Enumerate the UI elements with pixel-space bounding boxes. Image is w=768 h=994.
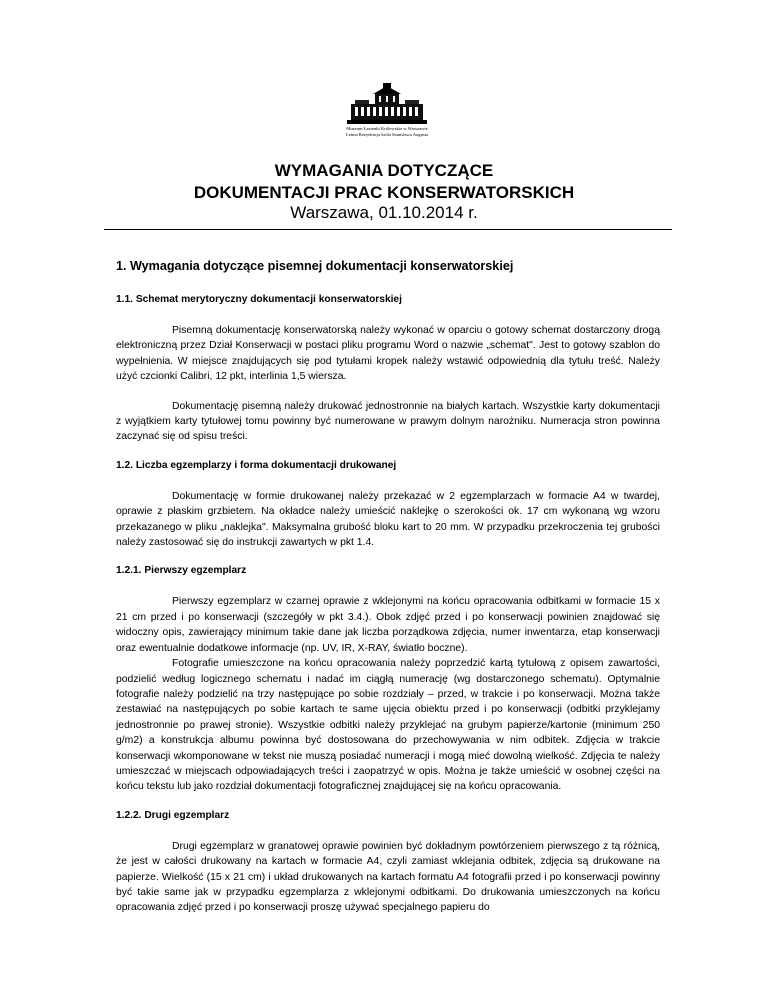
paragraph: Pierwszy egzemplarz w czarnej oprawie z wklejonymi na końcu opracowania odbitkami w formacie 15 x 21 cm przed i po konserwacji (szczegóły w pkt 3.4.). Obok zdjęć przed i po konserwacji powinien znajdować się widoczny opis, zawierający minimum takie dane jak liczba porządkowa zdjęcia, numer inwentarza, etap konserwacji oraz ewentualnie dodatkowe informacje (np. UV, IR, X-RAY, światło boczne). <box>116 596 660 654</box>
document-title-line2: DOKUMENTACJI PRAC KONSERWATORSKICH <box>193 183 575 202</box>
paragraph: Dokumentację w formie drukowanej należy przekazać w 2 egzemplarzach w formacie A4 w twardej, oprawie z płaskim grzbietem. Na okładce należy umieścić naklejkę o szerokości ok. 17 cm wykonaną wg wzoru przekazanego w pliku „naklejka". Maksymalna grubość bloku kart to 20 mm. W przypadku przekroczenia tej grubości należy zastosować się do instrukcji zawartych w pkt 1.4. <box>116 490 660 549</box>
paragraph: Fotografie umieszczone na końcu opracowania należy poprzedzić kartą tytułową z opisem zawartości, podzielić według logicznego schematu i nadać im ciągłą numerację (wg dostarczonego schematu). Optymalnie fotografie należy podzielić na trzy następujące po sobie rozdziały – przed, w trakcie i po konserwacji. Można także zestawiać na następujących po sobie kartach te same ujęcia obiektu przed i po konserwacji (odbitki przyklejamy jednostronnie po prawej stronie). Wszystkie odbitki należy przyklejać na grubym papierze/kartonie (minimum 250 g/m2) a konstrukcja albumu powinna być dostosowana do przechowywania w nim odbitek. Zdjęcia w trakcie konserwacji wkomponowane w tekst nie muszą posiadać numeracji i mogą mieć dowolną wielkość. Zdjęcia te należy umieszczać w miejscach odpowiadających treści i zaopatrzyć w opis. Można je także umieścić w osobnej części na końcu tekstu lub jako rozdział dokumentacji fotograficznej znajdującej się na końcu opracowania. <box>116 658 660 793</box>
section-1-2-heading: 1.2. Liczba egzemplarzy i forma dokumentacji drukowanej <box>116 459 397 471</box>
paragraph: Pisemną dokumentację konserwatorską należy wykonać w oparciu o gotowy schemat dostarczony drogą elektroniczną przez Dział Konserwacji w postaci pliku programu Word o nazwie „schemat". Jest to gotowy szablon do wypełnienia. W miejsce znajdujących się pod tytułami kropek należy wstawić odpowiednią dla tytułu treść. Należy użyć czcionki Calibri, 12 pkt, interlinia 1,5 wiersza. <box>116 325 660 383</box>
document-title-line1: WYMAGANIA DOTYCZĄCE <box>274 161 494 180</box>
logo-caption-line1: Muzeum Łazienki Królewskie w Warszawie <box>346 126 428 131</box>
section-1-2-1-heading: 1.2.1. Pierwszy egzemplarz <box>116 565 247 577</box>
logo-caption-line2: Letnia Rezydencja króla Stanisława Augusta <box>345 132 429 137</box>
palace-logo-icon <box>345 82 429 126</box>
section-1-2-2-heading: 1.2.2. Drugi egzemplarz <box>116 809 230 821</box>
museum-logo <box>343 82 431 142</box>
horizontal-divider <box>104 229 672 230</box>
document-body <box>116 258 660 930</box>
document-date: Warszawa, 01.10.2014 r. <box>290 203 478 222</box>
paragraph: Drugi egzemplarz w granatowej oprawie powinien być dokładnym powtórzeniem pierwszego z tą różnicą, że jest w całości drukowany na kartach w formacie A4, czyli zamiast wklejania odbitek, zdjęcia są drukowane na papierze. Wielkość (15 x 21 cm) i układ drukowanych na kartach formatu A4 fotografii przed i po konserwacji powinny być takie same jak w przypadku egzemplarza z wklejonymi odbitkami. Do drukowania umieszczonych na końcu opracowania zdjęć przed i po konserwacji proszę używać specjalnego papieru do <box>116 840 660 914</box>
section-1-1-heading: 1.1. Schemat merytoryczny dokumentacji konserwatorskiej <box>116 294 402 305</box>
paragraph: Dokumentację pisemną należy drukować jednostronnie na białych kartach. Wszystkie karty dokumentacji z wyjątkiem karty tytułowej tomu powinny być numerowane w prawym dolnym narożniku. Numeracja stron powinna zaczynać się od spisu treści. <box>116 400 660 443</box>
section-1-heading: 1. Wymagania dotyczące pisemnej dokumentacji konserwatorskiej <box>116 259 514 273</box>
